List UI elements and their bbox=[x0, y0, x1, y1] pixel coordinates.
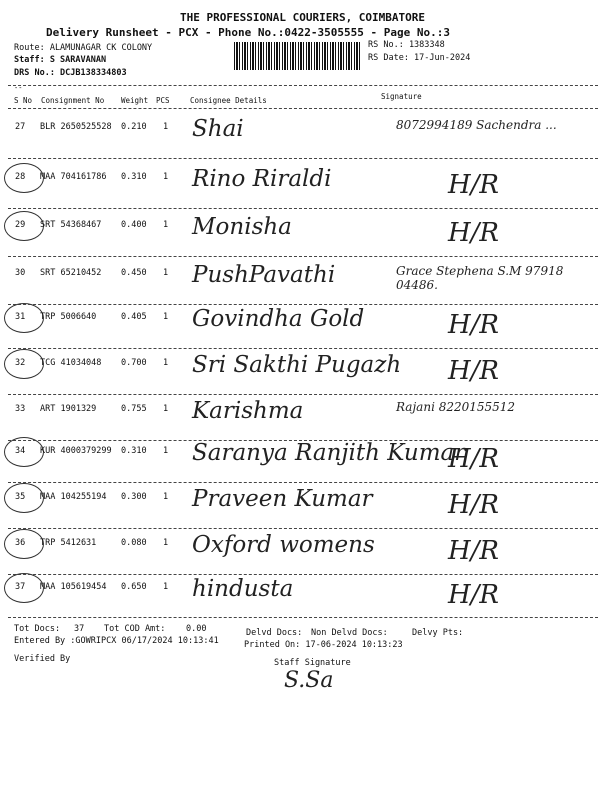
row-weight: 0.400 bbox=[121, 220, 147, 230]
row-weight: 0.300 bbox=[121, 492, 147, 502]
row-consignee-handwritten: Karishma bbox=[192, 398, 304, 424]
printed-on: Printed On: 17-06-2024 10:13:23 bbox=[244, 640, 403, 650]
row-weight: 0.700 bbox=[121, 358, 147, 368]
row-consignment-no: TRP 5006640 bbox=[40, 312, 97, 322]
row-signature-handwritten: H/R bbox=[448, 580, 500, 610]
tot-docs-label: Tot Docs: bbox=[14, 624, 61, 634]
row-signature-handwritten: H/R bbox=[448, 490, 500, 520]
row-sno: 31 bbox=[15, 312, 26, 322]
row-sno: 35 bbox=[15, 492, 26, 502]
drs-number: DRS No.: DCJB138334803 bbox=[14, 68, 127, 78]
row-consignee-handwritten: Oxford womens bbox=[192, 532, 375, 558]
row-consignee-handwritten: hindusta bbox=[192, 576, 294, 602]
tot-cod-label: Tot COD Amt: bbox=[104, 624, 166, 634]
row-divider bbox=[8, 528, 598, 529]
row-signature-handwritten: H/R bbox=[448, 536, 500, 566]
row-consignment-no: MAA 704161786 bbox=[40, 172, 107, 182]
row-signature-handwritten: H/R bbox=[448, 310, 500, 340]
row-sno: 28 bbox=[15, 172, 26, 182]
row-sno: 29 bbox=[15, 220, 26, 230]
tot-cod-value: 0.00 bbox=[186, 624, 207, 634]
row-consignment-no: SRT 65210452 bbox=[40, 268, 102, 278]
row-consignment-no: SRT 54368467 bbox=[40, 220, 102, 230]
row-pcs: 1 bbox=[163, 538, 169, 548]
row-sno: 36 bbox=[15, 538, 26, 548]
header-rule-top bbox=[8, 85, 598, 86]
row-pcs: 1 bbox=[163, 122, 169, 132]
row-consignment-no: TRP 5412631 bbox=[40, 538, 97, 548]
non-delvd-docs-label: Non Delvd Docs: bbox=[311, 628, 388, 638]
runsheet-subtitle: Delivery Runsheet - PCX - Phone No.:0422-3505555 - Page No.:3 bbox=[46, 26, 450, 39]
header-dash-marks: -- bbox=[14, 84, 23, 92]
row-weight: 0.080 bbox=[121, 538, 147, 548]
row-weight: 0.405 bbox=[121, 312, 147, 322]
row-consignee-handwritten: PushPavathi bbox=[192, 262, 336, 288]
row-consignment-no: ART 1901329 bbox=[40, 404, 97, 414]
col-header-signature: Signature bbox=[381, 92, 422, 101]
row-pcs: 1 bbox=[163, 582, 169, 592]
row-divider bbox=[8, 574, 598, 575]
row-consignment-no: MAA 104255194 bbox=[40, 492, 107, 502]
row-signature-handwritten: Rajani 8220155512 bbox=[396, 400, 516, 414]
row-weight: 0.755 bbox=[121, 404, 147, 414]
row-pcs: 1 bbox=[163, 172, 169, 182]
route-label: Route: ALAMUNAGAR CK COLONY bbox=[14, 43, 153, 53]
row-consignee-handwritten: Rino Riraldi bbox=[192, 166, 332, 192]
row-pcs: 1 bbox=[163, 312, 169, 322]
verified-by: Verified By bbox=[14, 654, 71, 664]
row-signature-handwritten: H/R bbox=[448, 170, 500, 200]
staff-label: Staff: S SARAVANAN bbox=[14, 55, 107, 65]
row-consignee-handwritten: Saranya Ranjith Kumar bbox=[192, 440, 466, 466]
row-pcs: 1 bbox=[163, 404, 169, 414]
col-header-consignment: Consignment No bbox=[41, 96, 105, 105]
row-weight: 0.210 bbox=[121, 122, 147, 132]
document-title: THE PROFESSIONAL COURIERS, COIMBATORE bbox=[180, 11, 426, 24]
row-pcs: 1 bbox=[163, 268, 169, 278]
col-header-sno: S No bbox=[14, 96, 33, 105]
row-consignee-handwritten: Govindha Gold bbox=[192, 306, 365, 332]
delvy-pts-label: Delvy Pts: bbox=[412, 628, 464, 638]
row-divider bbox=[8, 208, 598, 209]
row-pcs: 1 bbox=[163, 220, 169, 230]
rs-date: RS Date: 17-Jun-2024 bbox=[368, 53, 471, 63]
tot-docs-value: 37 bbox=[74, 624, 85, 634]
row-divider bbox=[8, 394, 598, 395]
entered-by: Entered By :GOWRIPCX 06/17/2024 10:13:41 bbox=[14, 636, 219, 646]
row-weight: 0.650 bbox=[121, 582, 147, 592]
row-consignment-no: BLR 2650525528 bbox=[40, 122, 112, 132]
row-weight: 0.310 bbox=[121, 446, 147, 456]
staff-signature-label: Staff Signature bbox=[274, 658, 351, 668]
header-rule-bottom bbox=[8, 108, 598, 109]
row-divider bbox=[8, 482, 598, 483]
row-signature-handwritten: 8072994189 Sachendra ... bbox=[396, 118, 557, 132]
row-consignee-handwritten: Praveen Kumar bbox=[192, 486, 373, 512]
row-consignee-handwritten: Monisha bbox=[192, 214, 292, 240]
row-consignee-handwritten: Shai bbox=[192, 116, 244, 142]
row-signature-handwritten: H/R bbox=[448, 444, 500, 474]
row-sno: 37 bbox=[15, 582, 26, 592]
row-sno: 32 bbox=[15, 358, 26, 368]
row-sno: 27 bbox=[15, 122, 26, 132]
row-consignee-handwritten: Sri Sakthi Pugazh bbox=[192, 352, 402, 378]
row-signature-handwritten: H/R bbox=[448, 218, 500, 248]
row-sno: 30 bbox=[15, 268, 26, 278]
row-pcs: 1 bbox=[163, 492, 169, 502]
barcode-image bbox=[234, 42, 362, 70]
rs-number: RS No.: 1383348 bbox=[368, 40, 445, 50]
row-divider bbox=[8, 348, 598, 349]
footer-rule bbox=[8, 617, 598, 618]
row-consignment-no: MAA 105619454 bbox=[40, 582, 107, 592]
staff-signature-scrawl: S.Sa bbox=[284, 668, 334, 693]
row-sno: 34 bbox=[15, 446, 26, 456]
row-pcs: 1 bbox=[163, 446, 169, 456]
col-header-consignee-details: Consignee Details bbox=[190, 96, 267, 105]
row-divider bbox=[8, 158, 598, 159]
row-sno: 33 bbox=[15, 404, 26, 414]
col-header-weight: Weight bbox=[121, 96, 149, 105]
row-signature-handwritten: Grace Stephena S.M 97918 04486. bbox=[396, 264, 564, 293]
row-divider bbox=[8, 304, 598, 305]
row-signature-handwritten: H/R bbox=[448, 356, 500, 386]
row-consignment-no: KUR 4000379299 bbox=[40, 446, 112, 456]
delvd-docs-label: Delvd Docs: bbox=[246, 628, 303, 638]
row-pcs: 1 bbox=[163, 358, 169, 368]
row-weight: 0.450 bbox=[121, 268, 147, 278]
col-header-pcs: PCS bbox=[156, 96, 170, 105]
row-divider bbox=[8, 256, 598, 257]
row-weight: 0.310 bbox=[121, 172, 147, 182]
row-consignment-no: TCG 41034048 bbox=[40, 358, 102, 368]
